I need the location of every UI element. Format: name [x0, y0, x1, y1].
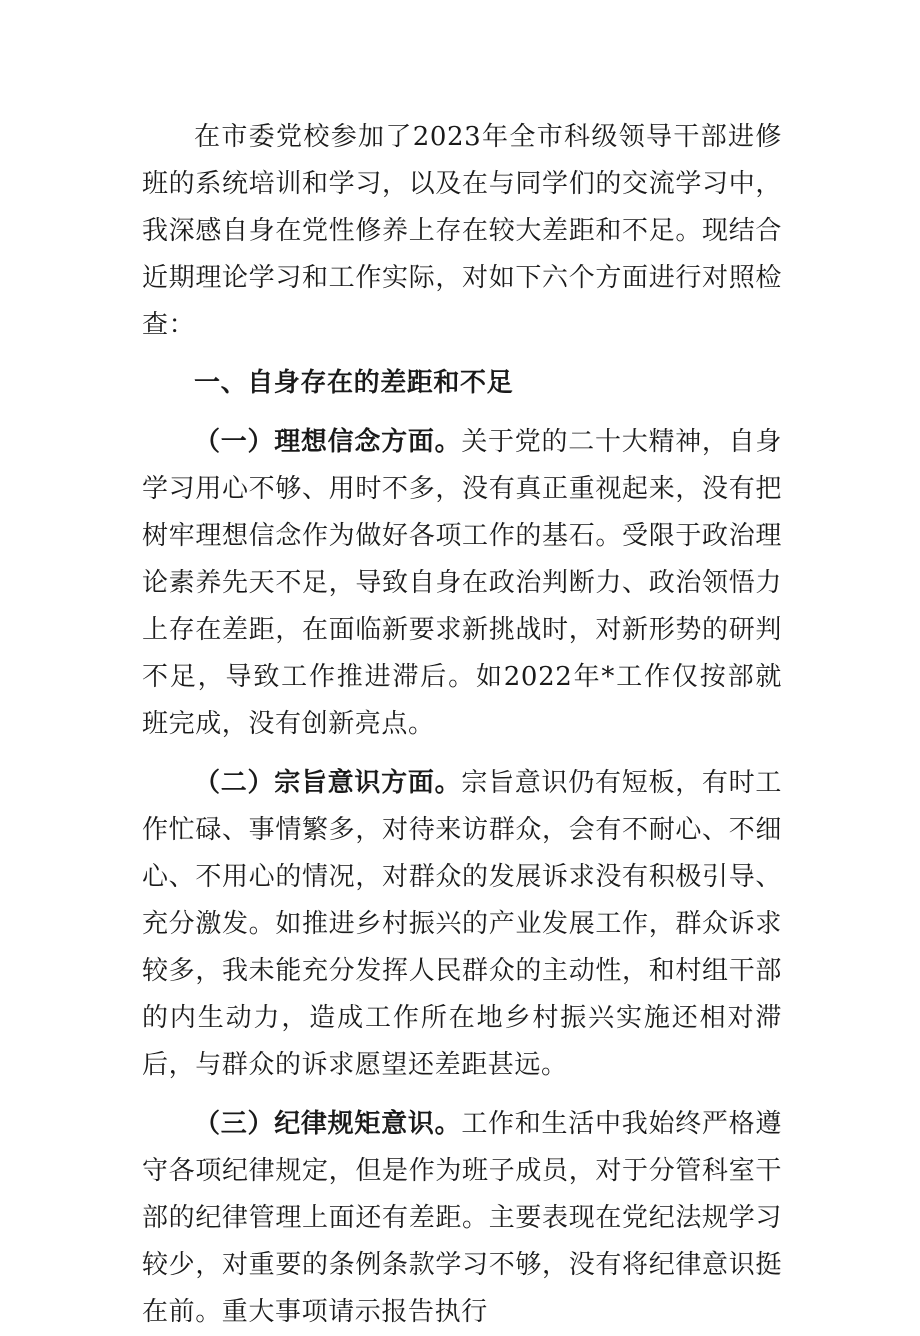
subsection-discipline-rules	[142, 1101, 782, 1336]
subsection-ideals-belief	[142, 419, 782, 748]
subsection-lead: （三）纪律规矩意识。	[194, 1109, 462, 1139]
subsection-lead: （二）宗旨意识方面。	[194, 768, 462, 798]
intro-paragraph: 在市委党校参加了2023年全市科级领导干部进修班的系统培训和学习，以及在与同学们的交流学习中，我深感自身在党性修养上存在较大差距和不足。现结合近期理论学习和工作实际，对如下六个方面进行对照检查：	[142, 122, 782, 340]
subsection-lead: （一）理想信念方面。	[194, 427, 462, 457]
section-heading: 一、自身存在的差距和不足	[194, 368, 514, 398]
document-body	[142, 114, 782, 1336]
subsection-body: 工作和生活中我始终严格遵守各项纪律规定，但是作为班子成员，对于分管科室干部的纪律管理上面还有差距。主要表现在党纪法规学习较少，对重要的条例条款学习不够，没有将纪律意识挺在前。重大事项请示报告执行	[142, 1109, 782, 1327]
subsection-purpose-awareness	[142, 760, 782, 1089]
subsection-body: 宗旨意识仍有短板，有时工作忙碌、事情繁多，对待来访群众，会有不耐心、不细心、不用心的情况，对群众的发展诉求没有积极引导、充分激发。如推进乡村振兴的产业发展工作，群众诉求较多，我未能充分发挥人民群众的主动性，和村组干部的内生动力，造成工作所在地乡村振兴实施还相对滞后，与群众的诉求愿望还差距甚远。	[142, 768, 782, 1080]
subsection-body: 关于党的二十大精神，自身学习用心不够、用时不多，没有真正重视起来，没有把树牢理想信念作为做好各项工作的基石。受限于政治理论素养先天不足，导致自身在政治判断力、政治领悟力上存在差距，在面临新要求新挑战时，对新形势的研判不足，导致工作推进滞后。如2022年*工作仅按部就班完成，没有创新亮点。	[142, 427, 782, 739]
